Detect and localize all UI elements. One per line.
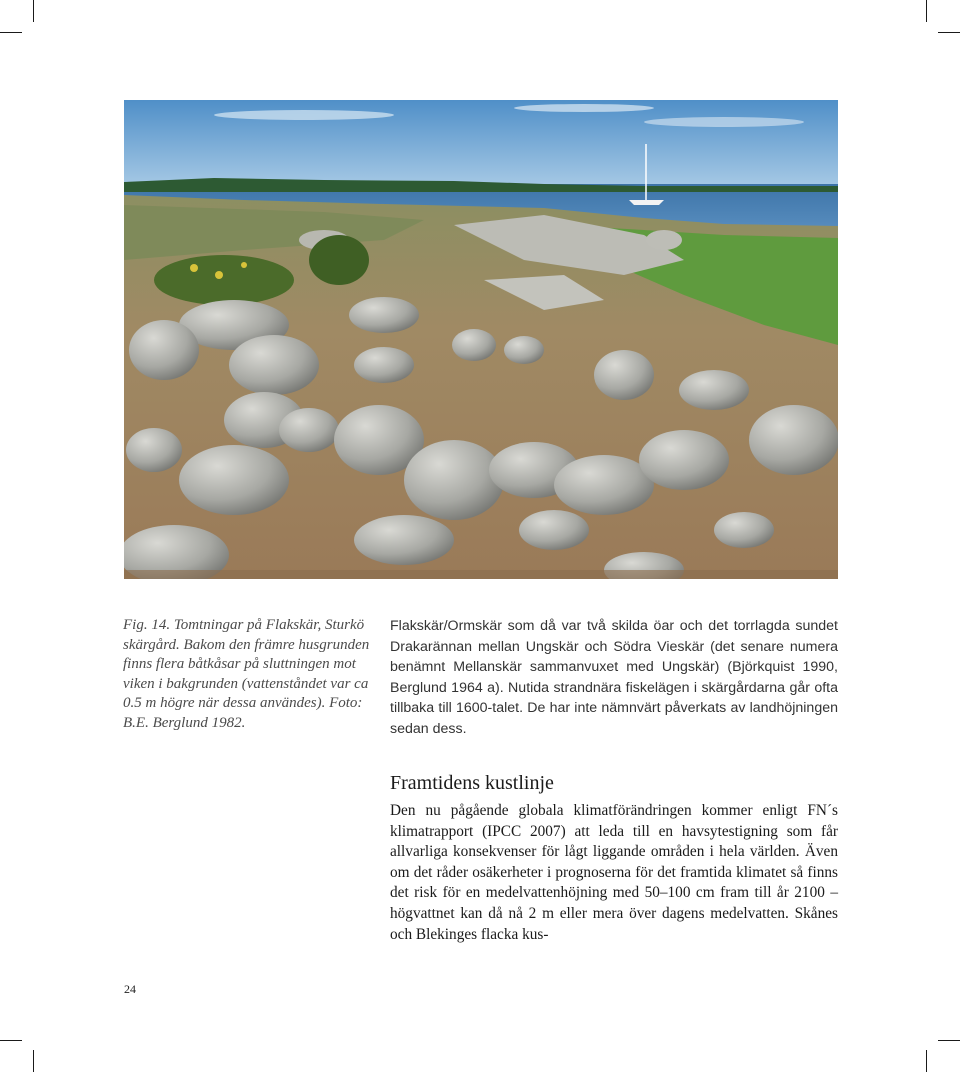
section-heading: Framtidens kustlinje [390, 772, 554, 794]
crop-mark [926, 0, 927, 22]
crop-mark [33, 0, 34, 22]
figure-photo [124, 100, 838, 579]
paragraph-text: Den nu pågående globala klimatförändringen kommer enligt FN´s klimatrapport (IPCC 2007) att leda till en havsytestigning som får allvarliga konsekvenser för lågt liggande områden i hela världen. Även om det råder osäkerheter i prognoserna för det framtida klimatet så finns det risk för en medelvattenhöjning med 50–100 cm fram till år 2100 – högvattnet kan då nå 2 m eller mera över dagens medelvatten. Skånes och Blekinges flacka kus- [390, 802, 838, 943]
crop-mark [33, 1050, 34, 1072]
crop-mark [0, 32, 22, 33]
paragraph-text: Flakskär/Ormskär som då var två skilda öar och det torrlagda sundet Drakarännan mellan Ungskär och Södra Vieskär (det senare numera benämnt Mellanskär sammanvuxet med Ungskär) (Björkquist 1990, Berglund 1964 a). Nutida strandnära fiskelägen i skärgårdarna går ofta tillbaka till 1600-talet. De har inte nämnvärt påverkats av landhöjningen sedan dess. [390, 618, 838, 737]
caption-text: Fig. 14. Tomtningar på Flakskär, Sturkö skärgård. Bakom den främre husgrunden finns flera båtkåsar på sluttningen mot viken i bakgrunden (vattenståndet var ca 0.5 m högre när dessa användes). Foto: B.E. Berglund 1982. [123, 617, 370, 731]
crop-mark [938, 1040, 960, 1041]
body-paragraph [390, 801, 838, 945]
page-number: 24 [124, 982, 136, 996]
figure-caption [123, 616, 373, 734]
crop-mark [0, 1040, 22, 1041]
body-paragraph [390, 616, 838, 739]
crop-mark [926, 1050, 927, 1072]
crop-mark [938, 32, 960, 33]
